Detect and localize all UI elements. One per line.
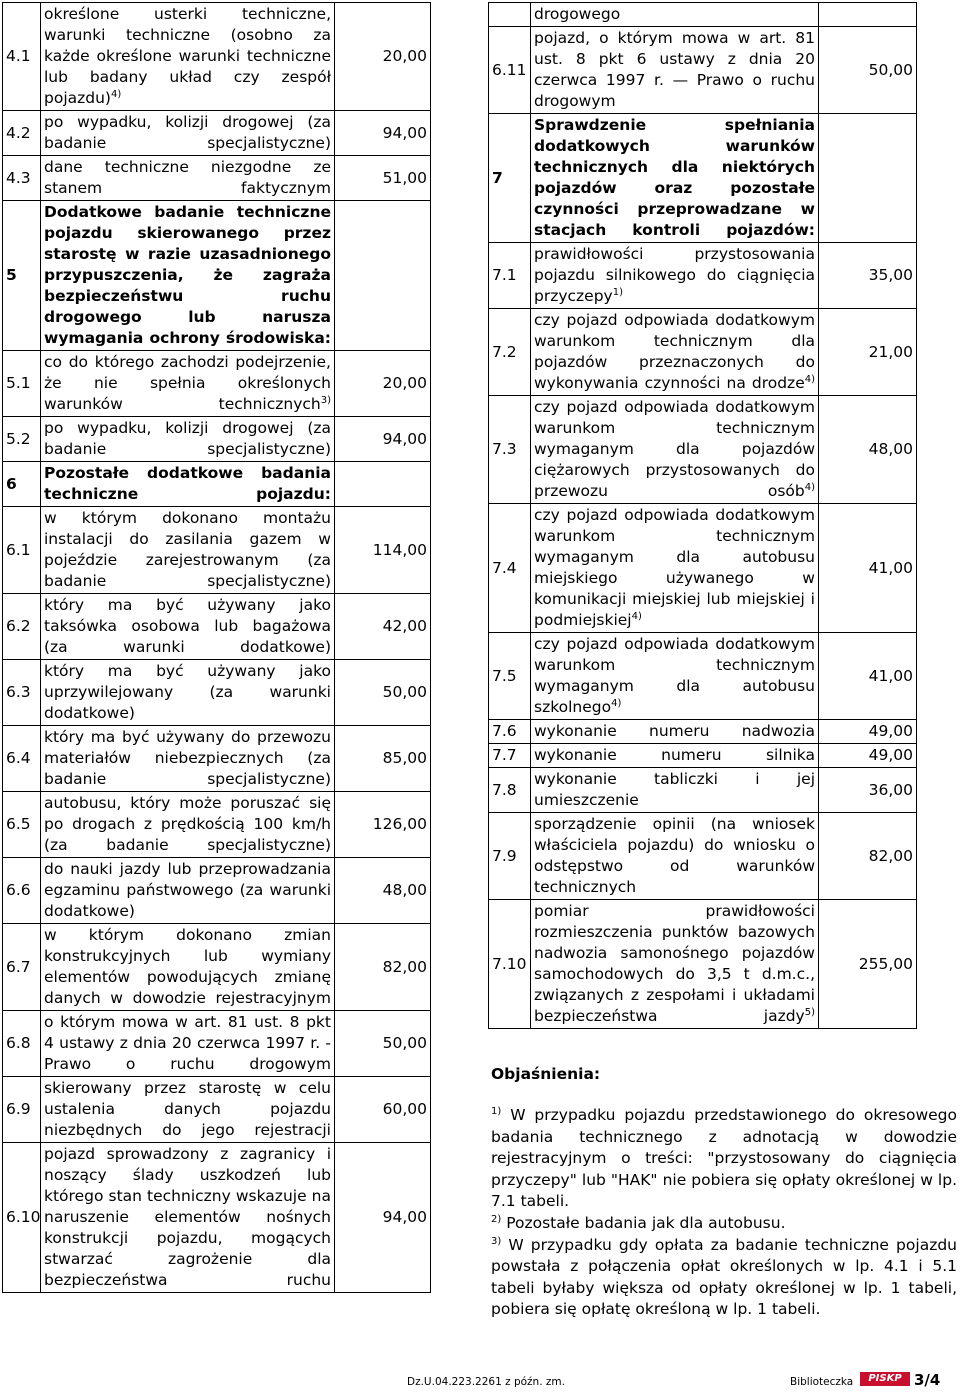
row-fee: 94,00: [335, 1143, 431, 1293]
row-description: [41, 1011, 335, 1077]
explanation-item: [491, 1235, 957, 1321]
explanations-list: [491, 1105, 957, 1321]
row-number: 6.9: [3, 1077, 41, 1143]
fee-row: [489, 633, 917, 720]
fee-row: [489, 3, 917, 27]
page-number: 3/4: [914, 1371, 941, 1389]
row-description: [531, 813, 819, 900]
row-number: 5.1: [3, 351, 41, 417]
row-number: 7.2: [489, 309, 531, 396]
row-fee: 114,00: [335, 507, 431, 594]
fee-row: [489, 243, 917, 309]
description-text: czy pojazd odpowiada dodatkowym warunkom technicznym wymaganym dla autobusu miejskiego używanego w komunikacji miejskiej lub miejskiej i podmiejskiej: [534, 506, 815, 629]
fee-row: [3, 1077, 431, 1143]
row-fee: 41,00: [819, 633, 917, 720]
description-text: drogowego: [534, 5, 621, 23]
explanation-mark: 2): [491, 1213, 502, 1225]
fee-row: [3, 111, 431, 156]
fee-row: [3, 417, 431, 462]
explanation-text: W przypadku pojazdu przedstawionego do okresowego badania technicznego z adnotacją w dowodzie rejestracyjnym o treści: "przystosowany do ciągnięcia przyczepy" lub "HAK" nie pobiera się opłaty określonej w lp. 7.1 tabeli.: [491, 1106, 957, 1211]
description-text: który ma być używany jako taksówka osobowa lub bagażowa (za warunki dodatkowe): [44, 596, 331, 656]
row-number: 7.9: [489, 813, 531, 900]
explanation-item: [491, 1105, 957, 1213]
fee-row: [3, 351, 431, 417]
row-description: [41, 462, 335, 507]
row-description: [531, 768, 819, 813]
fee-row: [3, 792, 431, 858]
row-description: [531, 633, 819, 720]
description-text: czy pojazd odpowiada dodatkowym warunkom technicznym dla pojazdów przeznaczonych do wykonywania czynności na drodze: [534, 311, 815, 392]
fee-row: [489, 114, 917, 243]
description-text: sporządzenie opinii (na wniosek właściciela pojazdu) do wniosku o odstępstwo od warunków technicznych: [534, 815, 815, 896]
row-number: 6.6: [3, 858, 41, 924]
description-text: skierowany przez starostę w celu ustalenia danych pojazdu niezbędnych do jego rejestracji: [44, 1079, 331, 1139]
row-fee: 49,00: [819, 720, 917, 744]
description-text: Dodatkowe badanie techniczne pojazdu skierowanego przez starostę w razie uzasadnionego przypuszczenia, że zagraża bezpieczeństwu ruchu drogowego lub narusza wymagania ochrony środowiska:: [44, 203, 331, 347]
explanation-text: Pozostałe badania jak dla autobusu.: [506, 1213, 786, 1232]
legal-reference: Dz.U.04.223.2261 z późn. zm.: [407, 1376, 565, 1388]
fee-row: [3, 924, 431, 1011]
row-description: [531, 243, 819, 309]
fee-row: [489, 744, 917, 768]
row-fee: 85,00: [335, 726, 431, 792]
description-text: prawidłowości przystosowania pojazdu silnikowego do ciągnięcia przyczepy: [534, 245, 815, 305]
fee-row: [3, 594, 431, 660]
explanations: [491, 1065, 957, 1321]
row-fee: 51,00: [335, 156, 431, 201]
fee-row: [3, 858, 431, 924]
row-number: 6.4: [3, 726, 41, 792]
page-footer: [0, 1370, 960, 1392]
row-number: 4.2: [3, 111, 41, 156]
description-text: po wypadku, kolizji drogowej (za badanie specjalistyczne): [44, 419, 331, 458]
description-text: który ma być używany jako uprzywilejowany (za warunki dodatkowe): [44, 662, 331, 722]
fee-row: [3, 462, 431, 507]
row-description: [41, 594, 335, 660]
row-number: 7.10: [489, 900, 531, 1029]
explanation-mark: 3): [491, 1235, 502, 1247]
row-description: [41, 1077, 335, 1143]
description-text: wykonanie tabliczki i jej umieszczenie: [534, 770, 815, 809]
row-number: 6.1: [3, 507, 41, 594]
row-number: 6.5: [3, 792, 41, 858]
row-fee: 82,00: [819, 813, 917, 900]
description-text: pomiar prawidłowości rozmieszczenia punktów bazowych nadwozia samonośnego pojazdów samochodowych do 3,5 t d.m.c., związanych z zespołami i układami bezpieczeństwa jazdy: [534, 902, 815, 1025]
description-text: wykonanie numeru silnika: [534, 746, 815, 764]
row-description: [41, 3, 335, 111]
fee-row: [3, 3, 431, 111]
row-fee: 48,00: [335, 858, 431, 924]
footnote-ref: 4): [110, 88, 122, 100]
row-number: 6.8: [3, 1011, 41, 1077]
fee-row: [3, 156, 431, 201]
row-description: [531, 309, 819, 396]
row-description: [41, 1143, 335, 1293]
row-fee: 50,00: [335, 660, 431, 726]
row-fee: 82,00: [335, 924, 431, 1011]
row-description: [41, 924, 335, 1011]
row-fee: 126,00: [335, 792, 431, 858]
row-number: 7.3: [489, 396, 531, 504]
row-fee: [819, 114, 917, 243]
row-fee: 48,00: [819, 396, 917, 504]
row-fee: 94,00: [335, 417, 431, 462]
row-number: [489, 3, 531, 27]
row-number: 6.3: [3, 660, 41, 726]
description-text: czy pojazd odpowiada dodatkowym warunkom technicznym wymaganym dla pojazdów ciężarowych przystosowanych do przewozu osób: [534, 398, 815, 500]
row-fee: [335, 462, 431, 507]
fee-table-left: [2, 2, 431, 1293]
row-description: [41, 792, 335, 858]
row-description: [41, 417, 335, 462]
row-number: 7: [489, 114, 531, 243]
description-text: czy pojazd odpowiada dodatkowym warunkom technicznym wymaganym dla autobusu szkolnego: [534, 635, 815, 716]
fee-row: [3, 660, 431, 726]
description-text: autobusu, który może poruszać się po drogach z prędkością 100 km/h (za badanie specjalistyczne): [44, 794, 331, 854]
row-fee: 21,00: [819, 309, 917, 396]
row-number: 6.10: [3, 1143, 41, 1293]
row-fee: 60,00: [335, 1077, 431, 1143]
row-description: [531, 720, 819, 744]
explanation-text: W przypadku gdy opłata za badanie techniczne pojazdu powstała z połączenia opłat określonych w lp. 4.1 i 5.1 tabeli byłaby większa od opłaty określonej w lp. 1 tabeli, pobiera się opłatę określoną w lp. 1 tabeli.: [491, 1235, 957, 1319]
description-text: który ma być używany do przewozu materiałów niebezpiecznych (za badanie specjalistyczne): [44, 728, 331, 788]
row-number: 7.1: [489, 243, 531, 309]
row-number: 4.1: [3, 3, 41, 111]
row-description: [531, 114, 819, 243]
fee-row: [489, 813, 917, 900]
row-number: 6: [3, 462, 41, 507]
fee-row: [3, 201, 431, 351]
description-text: Sprawdzenie spełniania dodatkowych warunków technicznych dla niektórych pojazdów oraz pozostałe czynności przeprowadzane w stacjach kontroli pojazdów:: [534, 116, 815, 239]
row-number: 6.7: [3, 924, 41, 1011]
row-description: [41, 660, 335, 726]
fee-row: [489, 720, 917, 744]
row-fee: 41,00: [819, 504, 917, 633]
row-number: 6.11: [489, 27, 531, 114]
row-number: 7.5: [489, 633, 531, 720]
library-label: Biblioteczka: [790, 1376, 854, 1388]
footnote-ref: 4): [804, 373, 815, 385]
fee-row: [3, 726, 431, 792]
row-description: [41, 111, 335, 156]
row-number: 4.3: [3, 156, 41, 201]
row-fee: 94,00: [335, 111, 431, 156]
description-text: po wypadku, kolizji drogowej (za badanie specjalistyczne): [44, 113, 331, 152]
footnote-ref: 3): [320, 394, 331, 406]
row-description: [41, 507, 335, 594]
row-description: [531, 504, 819, 633]
row-number: 6.2: [3, 594, 41, 660]
row-description: [41, 156, 335, 201]
row-fee: 20,00: [335, 351, 431, 417]
fee-row: [489, 900, 917, 1029]
row-number: 5: [3, 201, 41, 351]
description-text: określone usterki techniczne, warunki techniczne (osobno za każde określone warunki techniczne lub badany układ czy zespół pojazdu): [44, 5, 331, 107]
fee-row: [489, 396, 917, 504]
explanation-item: [491, 1213, 957, 1235]
description-text: pojazd sprowadzony z zagranicy i noszący ślady uszkodzeń lub którego stan techniczny wskazuje na naruszenie elementów nośnych konstrukcji pojazdu, mogących stwarzać zagrożenie dla bezpieczeństwa ruchu: [44, 1145, 331, 1289]
piskp-logo: PISKP: [860, 1372, 910, 1386]
description-text: Pozostałe dodatkowe badania techniczne pojazdu:: [44, 464, 331, 503]
row-number: 7.4: [489, 504, 531, 633]
description-text: dane techniczne niezgodne ze stanem faktycznym: [44, 158, 331, 197]
explanations-heading: Objaśnienia:: [491, 1065, 601, 1083]
fee-row: [489, 504, 917, 633]
footnote-ref: 4): [631, 610, 642, 622]
footnote-ref: 5): [804, 1006, 815, 1018]
description-text: o którym mowa w art. 81 ust. 8 pkt 4 ustawy z dnia 20 czerwca 1997 r. - Prawo o ruchu drogowym: [44, 1013, 331, 1073]
explanation-mark: 1): [491, 1105, 502, 1117]
row-fee: 50,00: [335, 1011, 431, 1077]
row-fee: 20,00: [335, 3, 431, 111]
row-description: [531, 744, 819, 768]
row-number: 7.7: [489, 744, 531, 768]
fee-row: [3, 1143, 431, 1293]
row-number: 5.2: [3, 417, 41, 462]
row-fee: 42,00: [335, 594, 431, 660]
row-description: [531, 27, 819, 114]
description-text: pojazd, o którym mowa w art. 81 ust. 8 pkt 6 ustawy z dnia 20 czerwca 1997 r. — Prawo o ruchu drogowym: [534, 29, 815, 110]
row-number: 7.8: [489, 768, 531, 813]
footnote-ref: 4): [804, 481, 815, 493]
row-fee: 255,00: [819, 900, 917, 1029]
footnote-ref: 1): [612, 286, 623, 298]
description-text: w którym dokonano zmian konstrukcyjnych lub wymiany elementów powodujących zmianę danych w dowodzie rejestracyjnym: [44, 926, 331, 1007]
row-description: [531, 3, 819, 27]
row-fee: [819, 3, 917, 27]
row-fee: 36,00: [819, 768, 917, 813]
description-text: w którym dokonano montażu instalacji do zasilania gazem w pojeździe zarejestrowanym (za badanie specjalistyczne): [44, 509, 331, 590]
description-text: wykonanie numeru nadwozia: [534, 722, 815, 740]
fee-table-right: [488, 2, 917, 1029]
row-description: [41, 351, 335, 417]
row-description: [41, 726, 335, 792]
row-fee: [335, 201, 431, 351]
row-fee: 35,00: [819, 243, 917, 309]
footnote-ref: 4): [611, 697, 622, 709]
row-description: [41, 201, 335, 351]
row-description: [41, 858, 335, 924]
fee-row: [489, 768, 917, 813]
fee-row: [489, 309, 917, 396]
row-fee: 50,00: [819, 27, 917, 114]
description-text: do nauki jazdy lub przeprowadzania egzaminu państwowego (za warunki dodatkowe): [44, 860, 331, 920]
fee-row: [3, 1011, 431, 1077]
description-text: co do którego zachodzi podejrzenie, że nie spełnia określonych warunków technicznych: [44, 353, 331, 413]
row-description: [531, 396, 819, 504]
row-description: [531, 900, 819, 1029]
fee-row: [3, 507, 431, 594]
row-number: 7.6: [489, 720, 531, 744]
row-fee: 49,00: [819, 744, 917, 768]
fee-row: [489, 27, 917, 114]
